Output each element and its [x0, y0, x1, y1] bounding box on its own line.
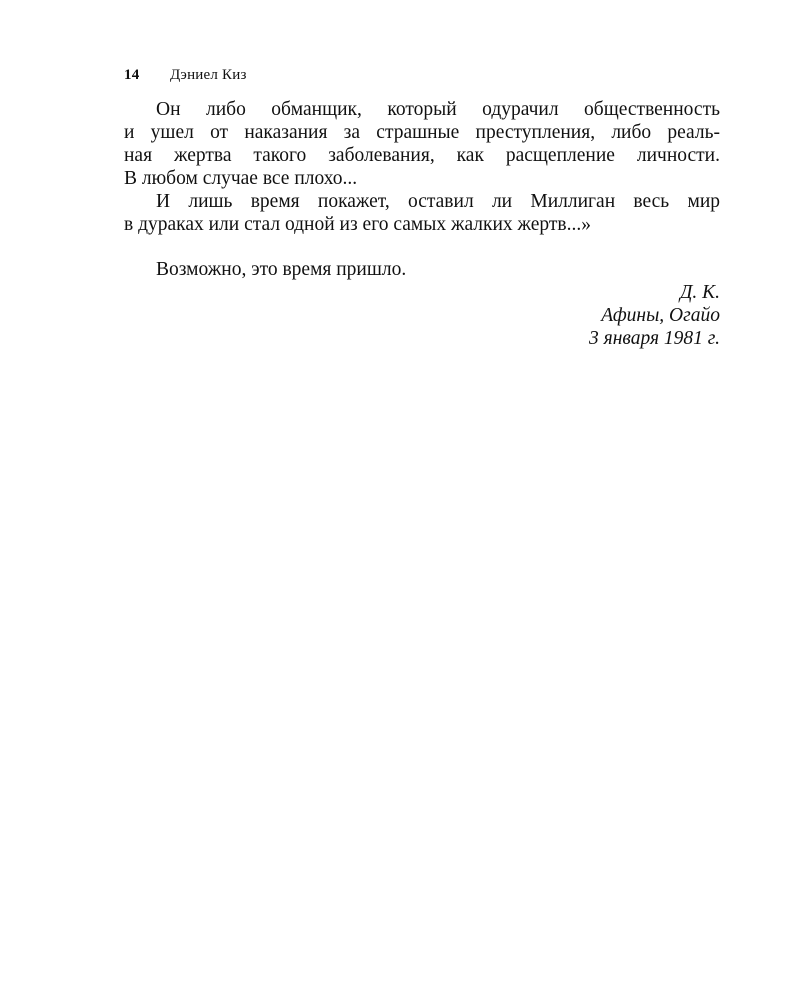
signature-block: [124, 281, 720, 350]
page-number: 14: [124, 67, 140, 83]
signature-initials: Д. К.: [680, 282, 720, 303]
paragraph-line: и ушел от наказания за страшные преступления, либо реаль-: [124, 122, 720, 143]
signature-date: 3 января 1981 г.: [589, 328, 720, 349]
running-header: [124, 66, 720, 84]
paragraph: [124, 98, 720, 190]
paragraph-line: Возможно, это время пришло.: [156, 259, 407, 280]
body-text: [124, 98, 720, 350]
paragraph-gap: [124, 236, 720, 258]
book-page: [124, 66, 720, 350]
paragraph: [124, 190, 720, 236]
signature-place: Афины, Огайо: [601, 305, 720, 326]
paragraph: [124, 258, 720, 281]
paragraph-line: ная жертва такого заболевания, как расщепление личности.: [124, 145, 720, 166]
paragraph-line: И лишь время покажет, оставил ли Миллиган весь мир: [156, 191, 720, 212]
paragraph-line: в дураках или стал одной из его самых жалких жертв...»: [124, 214, 592, 235]
paragraph-line: В любом случае все плохо...: [124, 168, 358, 189]
running-header-author: Дэниел Киз: [170, 67, 247, 83]
paragraph-line: Он либо обманщик, который одурачил общественность: [156, 99, 720, 120]
